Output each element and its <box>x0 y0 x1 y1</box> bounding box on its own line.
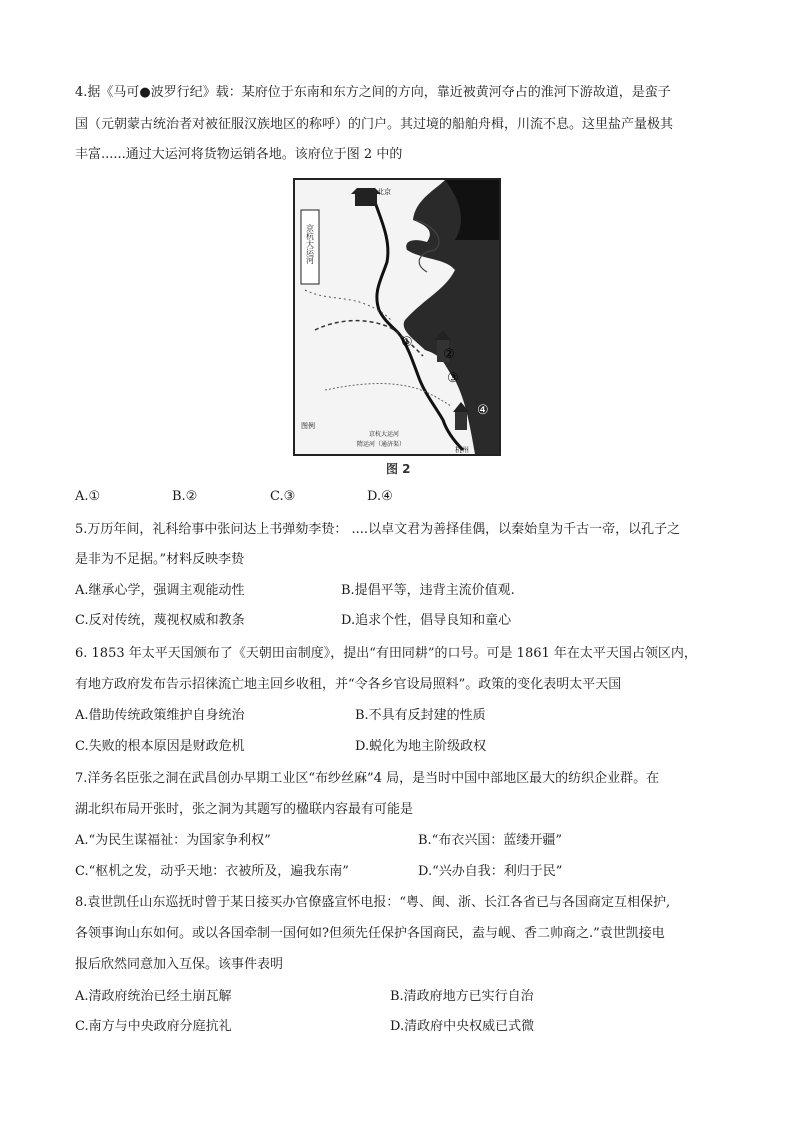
q8-line-1: 8.袁世凯任山东巡抚时曾于某日接买办官僚盛宣怀电报：“粤、闽、浙、长江各省已与各国商定互相保护, <box>75 895 671 910</box>
legend-title: 图例 <box>301 422 315 430</box>
figure-caption: 图 2 <box>386 462 411 476</box>
q6-option-c[interactable]: C.失败的根本原因是财政危机 <box>75 739 245 754</box>
q8-option-a[interactable]: A.清政府统治已经土崩瓦解 <box>75 989 232 1004</box>
q7-line-1: 7.洋务名臣张之洞在武昌创办早期工业区“布纱丝麻”4 局，是当时中国中部地区最大的纺织企业群。在 <box>75 771 660 786</box>
q6-option-b[interactable]: B.不具有反封建的性质 <box>355 708 486 723</box>
q8-option-b[interactable]: B.清政府地方已实行自治 <box>390 989 534 1004</box>
q4-option-c[interactable]: C.③ <box>270 489 296 504</box>
q8-line-2: 各领事询山东如何。或以各国牵制一国何如?但须先任保护各国商民，盍与岘、香二帅商之.”袁世凯接电 <box>75 926 665 941</box>
q4-option-a[interactable]: A.① <box>75 489 101 504</box>
city-hangzhou: 杭州 <box>455 446 469 454</box>
marker-1: ① <box>401 335 413 350</box>
marker-4: ④ <box>477 403 489 418</box>
q4-line-2: 国（元朝蒙古统治者对被征服汉族地区的称呼）的门户。其过境的船舶舟楫，川流不息。这里盐产量极其 <box>75 117 674 132</box>
q5-option-c[interactable]: C.反对传统，蔑视权威和教条 <box>75 613 245 628</box>
grand-canal-map <box>293 178 501 456</box>
q7-option-d[interactable]: D.“兴办自我：利归于民” <box>418 864 563 879</box>
q4-line-1: 4.据《马可●波罗行纪》载：某府位于东南和东方之间的方向，靠近被黄河夺占的淮河下游故道，是蛮子 <box>75 85 671 100</box>
legend-item-sui: 隋运河（通济渠） <box>357 441 406 448</box>
q7-option-b[interactable]: B.“布衣兴国：蓝缕开疆” <box>418 833 562 848</box>
q8-line-3: 报后欣然同意加入互保。该事件表明 <box>75 957 284 972</box>
marker-2: ② <box>443 347 455 362</box>
q6-option-d[interactable]: D.蜕化为地主阶级政权 <box>355 739 487 754</box>
q4-option-b[interactable]: B.② <box>172 489 198 504</box>
map-drawing <box>295 180 499 454</box>
q5-option-d[interactable]: D.追求个性，倡导良知和童心 <box>341 613 512 628</box>
q4-option-d[interactable]: D.④ <box>367 489 393 504</box>
legend-item-canal: 京杭大运河 <box>369 431 400 438</box>
q8-option-d[interactable]: D.清政府中央权威已式微 <box>390 1019 535 1034</box>
q5-line-2: 是非为不足据。”材料反映李贽 <box>75 552 245 567</box>
q7-option-a[interactable]: A.“为民生谋福祉：为国家争利权” <box>75 833 271 848</box>
marker-3: ③ <box>447 371 459 386</box>
map-title: 京杭大运河 <box>305 224 315 264</box>
q6-option-a[interactable]: A.借助传统政策维护自身统治 <box>75 708 245 723</box>
q4-line-3: 丰富......通过大运河将货物运销各地。该府位于图 2 中的 <box>75 147 403 162</box>
q6-line-2: 有地方政府发布告示招徕流亡地主回乡收租，并“令各乡官设局照料”。政策的变化表明太平天国 <box>75 677 622 692</box>
q7-option-c[interactable]: C.“枢机之发，动乎天地：衣被所及，遍我东南” <box>75 864 349 879</box>
q5-option-b[interactable]: B.提倡平等，违背主流价值观. <box>341 583 515 598</box>
q8-option-c[interactable]: C.南方与中央政府分庭抗礼 <box>75 1019 232 1034</box>
city-beijing: 北京 <box>377 188 391 196</box>
q7-line-2: 湖北织布局开张时，张之洞为其题写的楹联内容最有可能是 <box>75 802 414 817</box>
q5-option-a[interactable]: A.继承心学，强调主观能动性 <box>75 583 245 598</box>
q5-line-1: 5.万历年间，礼科给事中张问达上书弹劾李贽： ....以卓文君为善择佳偶，以秦始皇为千古一帝，以孔子之 <box>75 522 681 537</box>
q6-line-1: 6. 1853 年太平天国颁布了《天朝田亩制度》，提出“有田同耕”的口号。可是 1861 年在太平天国占领区内， <box>75 646 697 661</box>
